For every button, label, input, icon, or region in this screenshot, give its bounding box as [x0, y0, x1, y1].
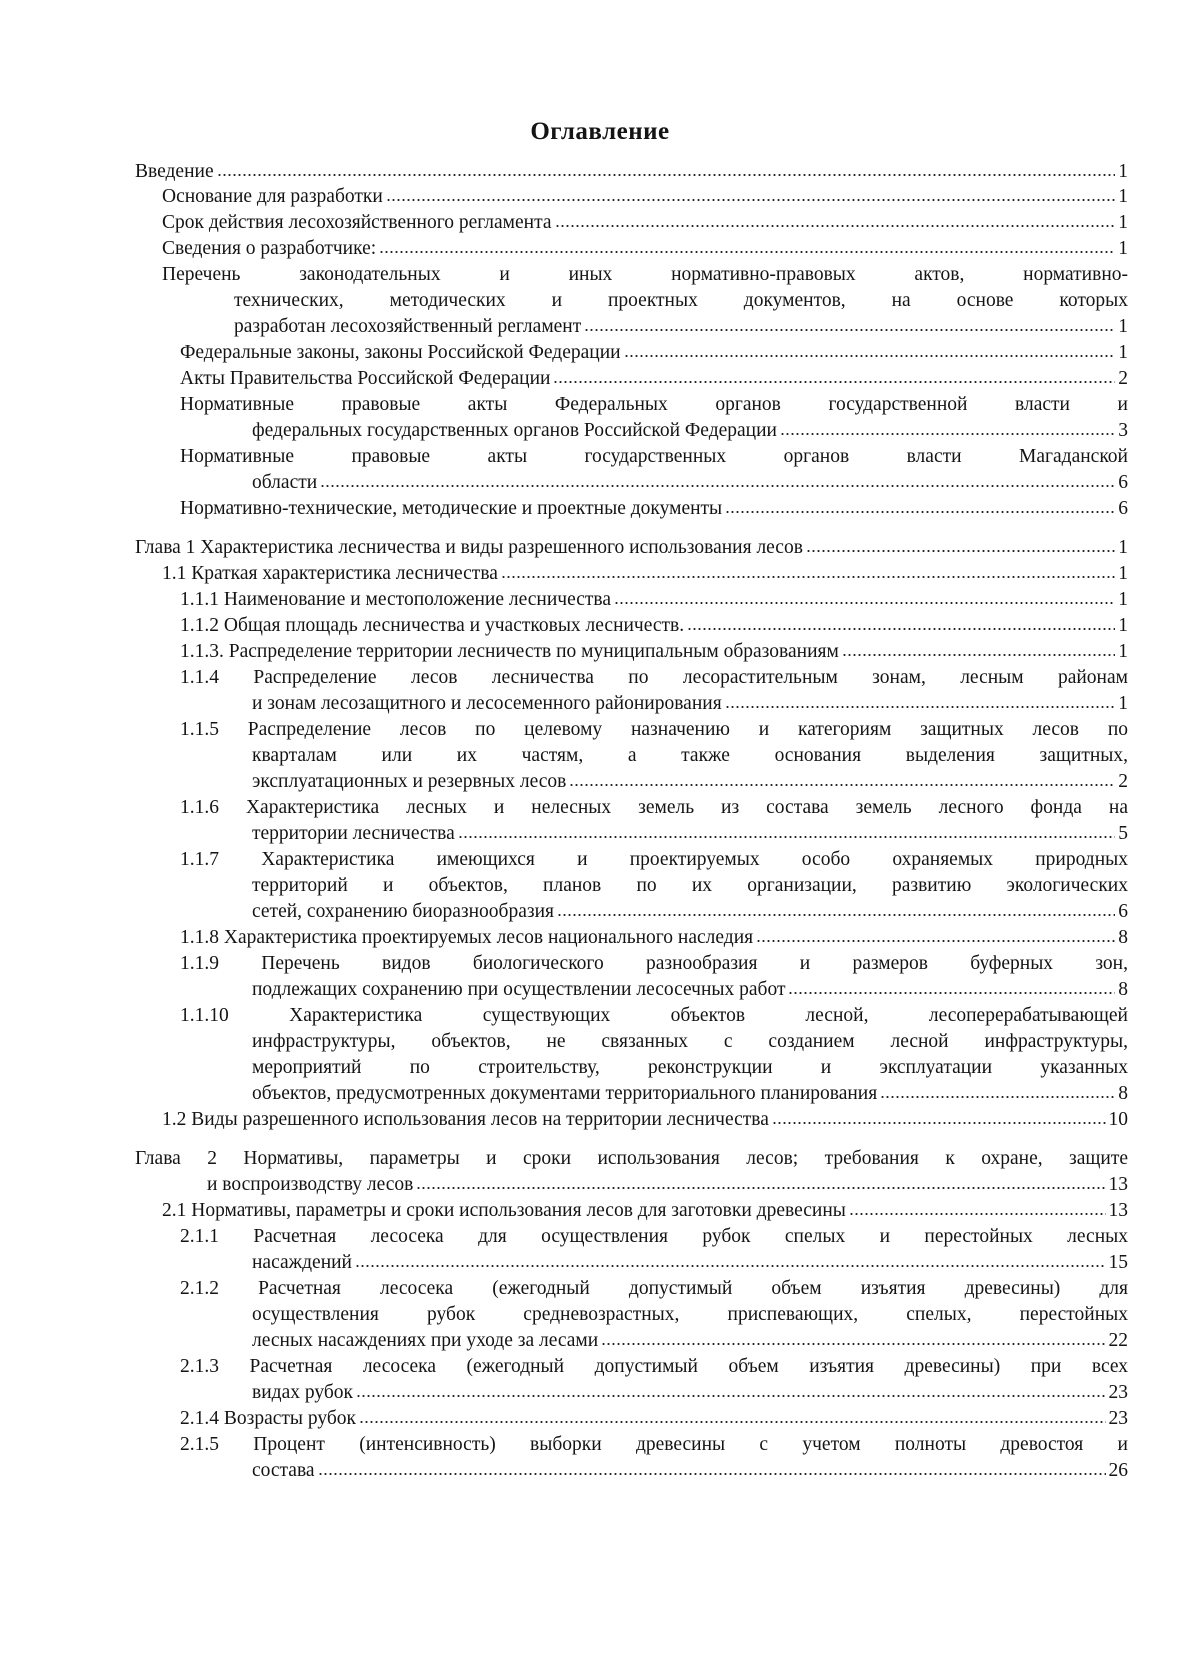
dot-leader — [788, 989, 1115, 995]
toc-entry[interactable] — [180, 639, 1128, 665]
toc-entry-text: территорий и объектов, планов по их организации, развитию экологических — [252, 875, 1128, 896]
toc-entry-text: Федеральные законы, законы Российской Федерации — [180, 342, 621, 363]
toc-page-number: 13 — [1108, 1174, 1128, 1195]
toc-entry-text: 2.1.4 Возрасты рубок — [180, 1408, 357, 1429]
toc-entry[interactable] — [180, 1276, 1128, 1354]
toc-page-number: 1 — [1118, 238, 1128, 259]
toc-entry[interactable] — [180, 1432, 1128, 1484]
toc-page-number: 23 — [1108, 1382, 1128, 1403]
toc-entry[interactable] — [180, 587, 1128, 613]
toc-entry-text: лесных насаждениях при уходе за лесами — [252, 1330, 599, 1351]
toc-entry[interactable] — [180, 1224, 1128, 1276]
toc-entry[interactable] — [162, 1107, 1128, 1133]
toc-entry[interactable] — [180, 1354, 1128, 1406]
dot-leader — [458, 833, 1115, 839]
toc-page-number: 1 — [1118, 342, 1128, 363]
toc-entry[interactable] — [180, 717, 1128, 795]
toc-page-number: 2 — [1118, 771, 1128, 792]
toc-entry[interactable] — [162, 236, 1128, 262]
toc-entry-text: и зонам лесозащитного и лесосеменного районирования — [252, 693, 722, 714]
dot-leader — [584, 326, 1115, 332]
toc-entry-text: эксплуатационных и резервных лесов — [252, 771, 567, 792]
toc-page-number: 1 — [1118, 693, 1128, 714]
toc-entry[interactable] — [180, 366, 1128, 392]
toc-page-number: 13 — [1108, 1200, 1128, 1221]
dot-leader — [555, 222, 1116, 228]
toc-page-number: 23 — [1108, 1408, 1128, 1429]
dot-leader — [318, 1470, 1106, 1476]
toc-entry-text: разработан лесохозяйственный регламент — [234, 316, 582, 337]
dot-leader — [806, 547, 1115, 553]
toc-entry[interactable] — [162, 262, 1128, 340]
toc-entry-text: 2.1.2 Расчетная лесосека (ежегодный допустимый объем изъятия древесины) для — [180, 1278, 1128, 1299]
dot-leader — [725, 703, 1116, 709]
toc-page-number: 1 — [1118, 563, 1128, 584]
toc-entry-text: технических, методических и проектных документов, на основе которых — [234, 290, 1128, 311]
toc-entry-text: 1.1.2 Общая площадь лесничества и участковых лесничеств. — [180, 615, 685, 636]
dot-leader — [601, 1340, 1105, 1346]
toc-entry-text: Нормативно-технические, методические и проектные документы — [180, 498, 723, 519]
toc-entry-text: 1.1.7 Характеристика имеющихся и проектируемых особо охраняемых природных — [180, 849, 1128, 870]
toc-page-number: 3 — [1118, 420, 1128, 441]
toc-page-number: 8 — [1118, 979, 1128, 1000]
toc-entry-text: 2.1.5 Процент (интенсивность) выборки древесины с учетом полноты древостоя и — [180, 1434, 1128, 1455]
toc-page-number: 8 — [1118, 927, 1128, 948]
toc-page-number: 6 — [1118, 901, 1128, 922]
toc-entry-text: Срок действия лесохозяйственного регламента — [162, 212, 552, 233]
toc-entry-text: 2.1.1 Расчетная лесосека для осуществления рубок спелых и перестойных лесных — [180, 1226, 1128, 1247]
toc-entry-text: 1.2 Виды разрешенного использования лесов на территории лесничества — [162, 1109, 769, 1130]
toc-entry-text: федеральных государственных органов Российской Федерации — [252, 420, 777, 441]
toc-entry[interactable] — [180, 847, 1128, 925]
dot-leader — [379, 248, 1115, 254]
dot-leader — [842, 651, 1115, 657]
toc-entry[interactable] — [180, 496, 1128, 522]
toc-entry[interactable] — [180, 665, 1128, 717]
toc-entry-text: Нормативные правовые акты государственных органов власти Магаданской — [180, 446, 1128, 467]
toc-entry[interactable] — [162, 184, 1128, 210]
toc-entry[interactable] — [162, 1198, 1128, 1224]
toc-page-number: 22 — [1108, 1330, 1128, 1351]
dot-leader — [725, 508, 1115, 514]
toc-page-number: 8 — [1118, 1083, 1128, 1104]
toc-entry-text: Глава 2 Нормативы, параметры и сроки использования лесов; требования к охране, защите — [135, 1148, 1128, 1169]
toc-entry-text: области — [252, 472, 318, 493]
toc-entry-text: Введение — [135, 161, 214, 182]
toc-page-number: 1 — [1118, 316, 1128, 337]
toc-page-number: 1 — [1118, 641, 1128, 662]
dot-leader — [772, 1119, 1106, 1125]
toc-entry[interactable] — [180, 925, 1128, 951]
toc-page-number: 1 — [1118, 615, 1128, 636]
toc-entry-text: 1.1.4 Распределение лесов лесничества по лесорастительным зонам, лесным районам — [180, 667, 1128, 688]
toc-entry-text: видах рубок — [252, 1382, 353, 1403]
dot-leader — [553, 378, 1115, 384]
toc-entry-text: инфраструктуры, объектов, не связанных с созданием лесной инфраструктуры, — [252, 1031, 1128, 1052]
toc-entry-text: Акты Правительства Российской Федерации — [180, 368, 551, 389]
toc-entry-text: Перечень законодательных и иных нормативно-правовых актов, нормативно- — [162, 264, 1128, 285]
dot-leader — [624, 352, 1116, 358]
toc-page-number: 26 — [1108, 1460, 1128, 1481]
dot-leader — [614, 599, 1115, 605]
toc-entry-text: 1.1.10 Характеристика существующих объектов лесной, лесоперерабатывающей — [180, 1005, 1128, 1026]
toc-entry-text: 1.1.6 Характеристика лесных и нелесных земель из состава земель лесного фонда на — [180, 797, 1128, 818]
toc-entry-text: состава — [252, 1460, 315, 1481]
toc-entry-text: и воспроизводству лесов — [207, 1174, 414, 1195]
toc-entry-text: 2.1 Нормативы, параметры и сроки использования лесов для заготовки древесины — [162, 1200, 846, 1221]
dot-leader — [756, 937, 1115, 943]
dot-leader — [386, 196, 1115, 202]
toc-entry-text: 1.1.8 Характеристика проектируемых лесов национального наследия — [180, 927, 754, 948]
toc-entry[interactable] — [180, 795, 1128, 847]
dot-leader — [687, 625, 1115, 631]
toc-entry[interactable] — [180, 613, 1128, 639]
toc-entry-text: Глава 1 Характеристика лесничества и виды разрешенного использования лесов — [135, 537, 803, 558]
toc-entry[interactable] — [180, 392, 1128, 444]
toc-page-number: 1 — [1118, 161, 1128, 182]
toc-entry-text: 1.1.9 Перечень видов биологического разнообразия и размеров буферных зон, — [180, 953, 1128, 974]
toc-entry-text: осуществления рубок средневозрастных, приспевающих, спелых, перестойных — [252, 1304, 1128, 1325]
toc-page-number: 1 — [1118, 212, 1128, 233]
toc-entry-text: мероприятий по строительству, реконструкции и эксплуатации указанных — [252, 1057, 1128, 1078]
dot-leader — [557, 911, 1115, 917]
toc-page-number: 1 — [1118, 186, 1128, 207]
dot-leader — [569, 781, 1115, 787]
toc-entry-text: 1.1.3. Распределение территории лесничеств по муниципальным образованиям — [180, 641, 839, 662]
dot-leader — [355, 1262, 1106, 1268]
toc-entry-text: Сведения о разработчике: — [162, 238, 377, 259]
toc-entry-text: 1.1.1 Наименование и местоположение лесничества — [180, 589, 612, 610]
toc-entry[interactable] — [135, 1146, 1128, 1198]
dot-leader — [780, 430, 1115, 436]
toc-page-number: 1 — [1118, 589, 1128, 610]
toc-entry-text: объектов, предусмотренных документами территориального планирования — [252, 1083, 878, 1104]
dot-leader — [849, 1210, 1106, 1216]
toc-entry[interactable] — [180, 951, 1128, 1003]
toc-page-number: 10 — [1108, 1109, 1128, 1130]
toc-entry[interactable] — [180, 444, 1128, 496]
toc-entry[interactable] — [180, 340, 1128, 366]
page-title: Оглавление — [530, 118, 670, 145]
toc-page-number: 15 — [1108, 1252, 1128, 1273]
dot-leader — [416, 1184, 1105, 1190]
toc-page-number: 1 — [1118, 537, 1128, 558]
toc-page-number: 6 — [1118, 498, 1128, 519]
toc-entry-text: 1.1.5 Распределение лесов по целевому назначению и категориям защитных лесов по — [180, 719, 1128, 740]
toc-entry-text: кварталам или их частям, а также основания выделения защитных, — [252, 745, 1128, 766]
toc-entry-text: 1.1 Краткая характеристика лесничества — [162, 563, 498, 584]
dot-leader — [356, 1392, 1106, 1398]
toc-entry-text: 2.1.3 Расчетная лесосека (ежегодный допустимый объем изъятия древесины) при всех — [180, 1356, 1128, 1377]
toc-entry-text: Основание для разработки — [162, 186, 383, 207]
dot-leader — [217, 171, 1116, 177]
toc-entry-text: насаждений — [252, 1252, 352, 1273]
toc-page-number: 5 — [1118, 823, 1128, 844]
toc-entry[interactable] — [180, 1003, 1128, 1107]
toc-entry-text: Нормативные правовые акты Федеральных органов государственной власти и — [180, 394, 1128, 415]
dot-leader — [359, 1418, 1105, 1424]
toc-entry-text: подлежащих сохранению при осуществлении лесосечных работ — [252, 979, 786, 1000]
toc-entry[interactable] — [162, 210, 1128, 236]
toc-entry-text: территории лесничества — [252, 823, 455, 844]
toc-page-number: 6 — [1118, 472, 1128, 493]
dot-leader — [880, 1093, 1115, 1099]
toc-entry[interactable] — [180, 1406, 1128, 1432]
toc-entry[interactable] — [135, 535, 1128, 561]
dot-leader — [320, 482, 1115, 488]
dot-leader — [501, 573, 1115, 579]
toc-entry[interactable] — [162, 561, 1128, 587]
toc-entry-text: сетей, сохранению биоразнообразия — [252, 901, 554, 922]
toc-page-number: 2 — [1118, 368, 1128, 389]
toc-entry[interactable] — [135, 159, 1128, 185]
